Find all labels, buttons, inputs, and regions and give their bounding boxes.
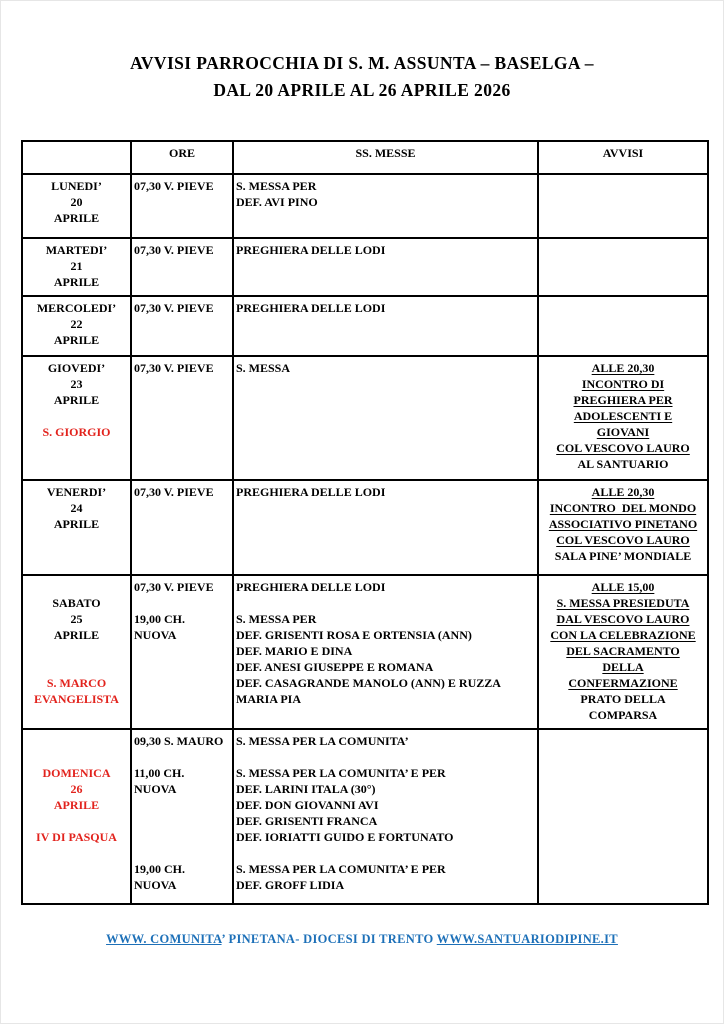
text-line: COL VESCOVO LAURO (556, 441, 690, 455)
header-row (22, 141, 708, 174)
text-line: AL SANTUARIO (577, 457, 669, 471)
column-header-ore: ORE (131, 141, 233, 174)
page-title-line2: DAL 20 APRILE AL 26 APRILE 2026 (213, 80, 511, 100)
column-header-avvisi: AVVISI (538, 141, 708, 174)
text-line: S. MESSA PER (236, 612, 317, 626)
footer-links (0, 932, 724, 947)
day-cell (22, 480, 131, 575)
text-line (25, 749, 128, 765)
text-line: SABATO (52, 596, 101, 610)
messe-cell (233, 174, 538, 238)
table-row (22, 480, 708, 575)
text-line (25, 813, 128, 829)
text-line (25, 408, 128, 424)
text-line: ALLE 20,30 (591, 485, 655, 499)
text-line: APRILE (53, 798, 100, 812)
text-line (134, 845, 230, 861)
text-line (134, 813, 230, 829)
text-line: GIOVEDI’ (47, 361, 106, 375)
text-line: IV DI PASQUA (36, 830, 117, 844)
text-line (25, 579, 128, 595)
text-line: EVANGELISTA (34, 692, 119, 706)
text-line: S. MESSA (236, 361, 291, 375)
text-line: INCONTRO DI (581, 377, 665, 391)
text-line: LUNEDI’ (51, 179, 102, 193)
text-line: VENERDI’ (46, 485, 107, 499)
text-line: APRILE (53, 333, 100, 347)
text-line: PREGHIERA DELLE LODI (236, 580, 386, 594)
table-row (22, 356, 708, 480)
text-line: MERCOLEDI’ (36, 301, 117, 315)
ore-cell (131, 356, 233, 480)
avvisi-cell (538, 356, 708, 480)
text-line: 23 (70, 377, 83, 391)
text-line (134, 829, 230, 845)
text-line: S. MESSA PRESIEDUTA (556, 596, 690, 610)
messe-cell (233, 296, 538, 356)
text-line: DEF. CASAGRANDE MANOLO (ANN) E RUZZA (236, 676, 501, 690)
text-line: CONFERMAZIONE (568, 676, 678, 690)
text-line: COMPARSA (588, 708, 658, 722)
text-line: CON LA CELEBRAZIONE (550, 628, 696, 642)
text-line: 19,00 CH. (134, 862, 185, 876)
text-line (25, 659, 128, 675)
text-line: S. MESSA PER LA COMUNITA’ (236, 734, 409, 748)
text-line: 07,30 V. PIEVE (134, 485, 214, 499)
messe-cell (233, 729, 538, 904)
table-row (22, 238, 708, 296)
ore-cell (131, 296, 233, 356)
page-title (0, 0, 724, 104)
text-line: 24 (70, 501, 83, 515)
text-line: ALLE 15,00 (591, 580, 655, 594)
text-line: 21 (70, 259, 83, 273)
column-header-messe: SS. MESSE (233, 141, 538, 174)
ore-cell (131, 174, 233, 238)
messe-cell (233, 238, 538, 296)
table-row (22, 575, 708, 729)
text-line (236, 845, 535, 861)
text-line: GIOVANI (596, 425, 650, 439)
text-line: DEF. AVI PINO (236, 195, 318, 209)
text-line: 07,30 V. PIEVE (134, 580, 214, 594)
text-line: 07,30 V. PIEVE (134, 301, 214, 315)
text-line: S. MESSA PER LA COMUNITA’ E PER (236, 766, 446, 780)
messe-cell (233, 356, 538, 480)
messe-cell (233, 575, 538, 729)
text-line: 26 (70, 782, 83, 796)
text-line: MARTEDI’ (45, 243, 108, 257)
text-line: DEF. DON GIOVANNI AVI (236, 798, 379, 812)
text-line: NUOVA (134, 628, 177, 642)
table-row (22, 174, 708, 238)
text-line: PRATO DELLA (580, 692, 666, 706)
day-cell (22, 729, 131, 904)
text-line: DEL SACRAMENTO (566, 644, 680, 658)
text-line: ALLE 20,30 (591, 361, 655, 375)
footer-link[interactable]: WWW.SANTUARIODIPINE.IT (436, 932, 618, 946)
text-line: APRILE (53, 628, 100, 642)
avvisi-cell (538, 729, 708, 904)
page-title-line1: AVVISI PARROCCHIA DI S. M. ASSUNTA – BASELGA – (130, 53, 594, 73)
text-line: COL VESCOVO LAURO (556, 533, 690, 547)
text-line: 07,30 V. PIEVE (134, 179, 214, 193)
text-line (134, 797, 230, 813)
text-line: APRILE (53, 393, 100, 407)
text-line: ASSOCIATIVO PINETANO (548, 517, 698, 531)
text-line: PREGHIERA DELLE LODI (236, 243, 386, 257)
text-line: DEF. GRISENTI FRANCA (236, 814, 378, 828)
day-cell (22, 575, 131, 729)
text-line: PREGHIERA DELLE LODI (236, 485, 386, 499)
column-header-giorno (22, 141, 131, 174)
text-line (25, 643, 128, 659)
table-row (22, 729, 708, 904)
text-line: DEF. IORIATTI GUIDO E FORTUNATO (236, 830, 454, 844)
text-line: 22 (70, 317, 83, 331)
avvisi-cell (538, 296, 708, 356)
ore-cell (131, 238, 233, 296)
table-row (22, 296, 708, 356)
text-line: DEF. GROFF LIDIA (236, 878, 345, 892)
text-line: 07,30 V. PIEVE (134, 361, 214, 375)
text-line: NUOVA (134, 878, 177, 892)
text-line: PREGHIERA PER (573, 393, 673, 407)
text-line: S. MARCO (46, 676, 107, 690)
footer-link[interactable]: WWW. COMUNITA (106, 932, 222, 946)
text-line: MARIA PIA (236, 692, 301, 706)
day-cell (22, 238, 131, 296)
text-line: DOMENICA (42, 766, 111, 780)
text-line: 09,30 S. MAURO (134, 734, 224, 748)
day-cell (22, 356, 131, 480)
text-line: NUOVA (134, 782, 177, 796)
text-line: ADOLESCENTI E (573, 409, 673, 423)
text-line: DELLA (602, 660, 644, 674)
text-line: APRILE (53, 517, 100, 531)
footer-text: ’ PINETANA- DIOCESI DI TRENTO (221, 932, 437, 946)
text-line: S. MESSA PER (236, 179, 317, 193)
text-line: SALA PINE’ MONDIALE (554, 549, 692, 563)
ore-cell (131, 729, 233, 904)
ore-cell (131, 480, 233, 575)
text-line: DEF. MARIO E DINA (236, 644, 353, 658)
text-line (236, 749, 535, 765)
avvisi-cell (538, 238, 708, 296)
text-line: 20 (70, 195, 83, 209)
avvisi-cell (538, 174, 708, 238)
text-line: DEF. LARINI ITALA (30°) (236, 782, 376, 796)
text-line: APRILE (53, 275, 100, 289)
text-line: S. MESSA PER LA COMUNITA’ E PER (236, 862, 446, 876)
avvisi-cell (538, 575, 708, 729)
text-line (25, 733, 128, 749)
text-line: 25 (70, 612, 83, 626)
text-line (236, 595, 535, 611)
day-cell (22, 174, 131, 238)
text-line: S. GIORGIO (42, 425, 111, 439)
day-cell (22, 296, 131, 356)
text-line: DAL VESCOVO LAURO (556, 612, 690, 626)
text-line (134, 749, 230, 765)
text-line: INCONTRO DEL MONDO (549, 501, 697, 515)
avvisi-cell (538, 480, 708, 575)
text-line: PREGHIERA DELLE LODI (236, 301, 386, 315)
schedule-table (21, 140, 709, 905)
text-line: DEF. GRISENTI ROSA E ORTENSIA (ANN) (236, 628, 472, 642)
text-line: 07,30 V. PIEVE (134, 243, 214, 257)
ore-cell (131, 575, 233, 729)
messe-cell (233, 480, 538, 575)
text-line: APRILE (53, 211, 100, 225)
text-line: 19,00 CH. (134, 612, 185, 626)
text-line: 11,00 CH. (134, 766, 185, 780)
text-line: DEF. ANESI GIUSEPPE E ROMANA (236, 660, 434, 674)
text-line (134, 595, 230, 611)
